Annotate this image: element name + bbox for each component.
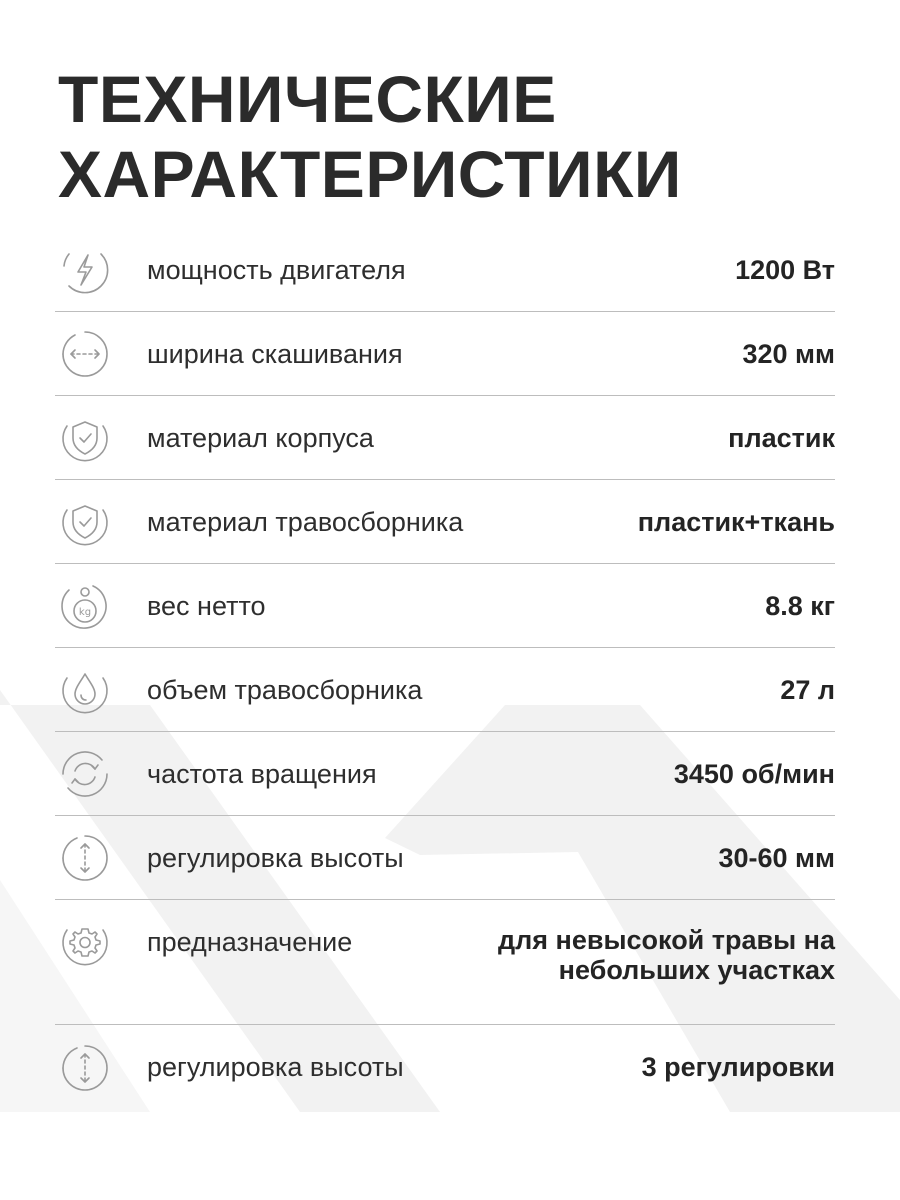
spec-value: 1200 Вт [735, 255, 835, 285]
spec-row-cut-width [55, 312, 835, 396]
spec-row-height-range [55, 816, 835, 900]
spec-list [55, 228, 835, 1109]
spec-label: материал травосборника [147, 507, 464, 537]
svg-text:kg: kg [78, 607, 92, 618]
drop-icon [55, 660, 115, 720]
spec-value: 27 л [780, 675, 835, 705]
width-arrows-icon [55, 324, 115, 384]
spec-value: 3 регулировки [641, 1052, 835, 1082]
spec-row-catcher-volume [55, 648, 835, 732]
spec-label: предназначение [147, 927, 353, 957]
spec-value: для невысокой травы на небольших участках [498, 925, 835, 985]
spec-label: частота вращения [147, 759, 377, 789]
spec-value: пластик [728, 423, 835, 453]
spec-value: 3450 об/мин [673, 759, 835, 789]
spec-value: 320 мм [742, 339, 835, 369]
weight-kg-icon [55, 576, 115, 636]
title-line-1: ТЕХНИЧЕСКИЕ [58, 62, 557, 136]
spec-label: регулировка высоты [147, 843, 404, 873]
spec-label: ширина скашивания [147, 339, 403, 369]
spec-row-purpose [55, 900, 835, 1025]
spec-label: материал корпуса [147, 423, 374, 453]
spec-row-power [55, 228, 835, 312]
spec-row-height-levels [55, 1025, 835, 1109]
shield-check-icon [55, 492, 115, 552]
spec-row-rotation-speed [55, 732, 835, 816]
spec-label: регулировка высоты [147, 1052, 404, 1082]
title-line-2: ХАРАКТЕРИСТИКИ [58, 137, 682, 211]
spec-value: пластик+ткань [637, 507, 835, 537]
spec-row-body-material [55, 396, 835, 480]
spec-value: 8.8 кг [765, 591, 835, 621]
spec-label: вес нетто [147, 591, 266, 621]
spec-label: мощность двигателя [147, 255, 406, 285]
gear-icon [55, 912, 115, 972]
height-arrows-icon [55, 1038, 115, 1098]
shield-check-icon [55, 408, 115, 468]
page-title [58, 62, 682, 212]
spec-row-catcher-material [55, 480, 835, 564]
spec-value: 30-60 мм [718, 843, 835, 873]
height-arrows-icon [55, 828, 115, 888]
spec-row-net-weight [55, 564, 835, 648]
rotation-icon [55, 744, 115, 804]
spec-label: объем травосборника [147, 675, 423, 705]
lightning-icon [55, 240, 115, 300]
